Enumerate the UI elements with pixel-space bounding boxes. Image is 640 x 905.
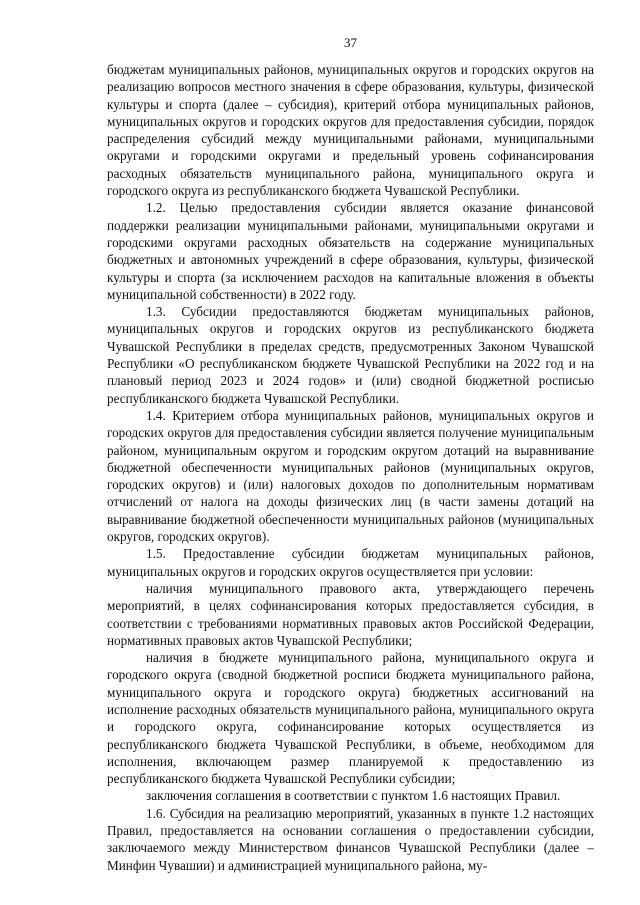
paragraph-1-3: 1.3. Субсидии предоставляются бюджетам муниципальных районов, муниципальных округов и городских округов из республиканского бюджета Чувашской Республики в пределах средств, предусмотренных Законом Чувашской Республики «О республиканском бюджете Чувашской Республики на 2022 год и на плановый период 2023 и 2024 годов» и (или) сводной бюджетной росписью республиканского бюджета Чувашской Республики.: [107, 304, 594, 406]
paragraph-1-4: 1.4. Критерием отбора муниципальных районов, муниципальных округов и городских округов для предоставления субсидии является получение муниципальным районом, муниципальным округом и городским округом дотаций на выравнивание бюджетной обеспеченности муниципальных районов (муниципальных округов, городских округов) и (или) налоговых доходов по дополнительным нормативам отчислений от налога на доходы физических лиц (в части замены дотаций на выравнивание бюджетной обеспеченности муниципальных районов (муниципальных округов, городских округов).: [107, 407, 594, 545]
page-number: 37: [344, 35, 357, 50]
condition-agreement: заключения соглашения в соответствии с пунктом 1.6 настоящих Правил.: [146, 788, 561, 804]
paragraph-intro-continuation: бюджетам муниципальных районов, муниципальных округов и городских округов на реализацию вопросов местного значения в сфере образования, культуры, физической культуры и спорта (далее – субсидия), критерий отбора муниципальных районов, муниципальных округов и городских округов для предоставления субсидии, порядок распределения субсидий между муниципальными районами, муниципальными округами и городскими округами и предельный уровень софинансирования расходных обязательств муниципального района, муниципального округа и городского округа из республиканского бюджета Чувашской Республики.: [107, 62, 594, 199]
paragraph-1-2: 1.2. Целью предоставления субсидии является оказание финансовой поддержки реализации муниципальными районами, муниципальными округами и городскими округами расходных обязательств на содержание муниципальных бюджетных и автономных учреждений в сфере образования, культуры, физической культуры и спорта (за исключением расходов на капитальные вложения в объекты муниципальной собственности) в 2022 году.: [107, 200, 594, 302]
paragraph-1-5: 1.5. Предоставление субсидии бюджетам муниципальных районов, муниципальных округов и городских округов осуществляется при условии:: [107, 546, 594, 579]
condition-budget-allocations: наличия в бюджете муниципального района, муниципального округа и городского округа (сводной бюджетной росписи бюджета муниципального района, муниципального округа и городского округа) бюджетных ассигнований на исполнение расходных обязательств муниципального района, муниципального округа и городского округа, софинансирование которых осуществляется из республиканского бюджета Чувашской Республики, в объеме, необходимом для исполнения, включающем размер планируемой к предоставлению из республиканского бюджета Чувашской Республики субсидии;: [107, 650, 594, 787]
paragraph-1-6: 1.6. Субсидия на реализацию мероприятий, указанных в пункте 1.2 настоящих Правил, предоставляется на основании соглашения о предоставлении субсидии, заключаемого между Министерством финансов Чувашской Республики (далее – Минфин Чувашии) и администрацией муниципального района, му-: [107, 805, 594, 873]
condition-legal-act: наличия муниципального правового акта, утверждающего перечень мероприятий, в целях софинансирования которых предоставляется субсидия, в соответствии с требованиями нормативных правовых актов Российской Федерации, нормативных правовых актов Чувашской Республики;: [107, 580, 594, 648]
document-page: [107, 35, 594, 874]
